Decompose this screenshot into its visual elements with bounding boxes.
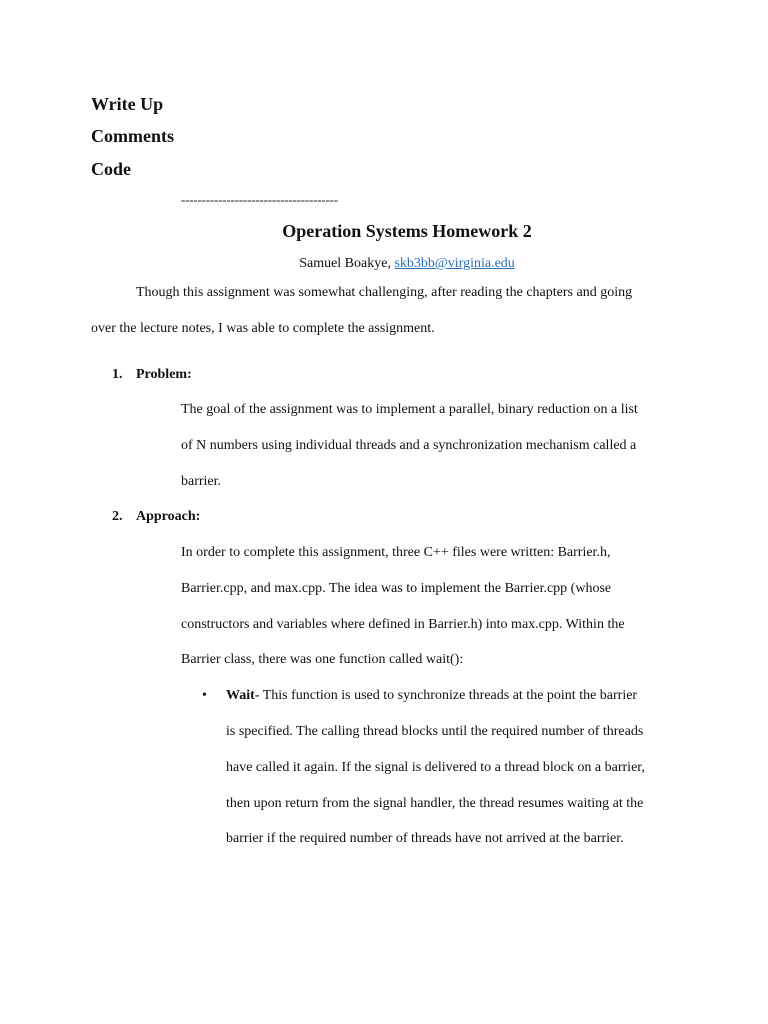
bullet-wait-line-2: is specified. The calling thread blocks until the required number of threads	[226, 724, 644, 739]
author-email-link[interactable]: skb3bb@virginia.edu	[394, 256, 515, 271]
section-2-number: 2.	[112, 509, 123, 524]
toc-write-up[interactable]: Write Up	[91, 94, 164, 114]
toc-comments[interactable]: Comments	[91, 126, 174, 146]
section-1-line-3: barrier.	[181, 474, 222, 489]
section-2-line-3: constructors and variables where defined in Barrier.h) into max.cpp. Within the	[181, 617, 625, 632]
bullet-wait-line-3: have called it again. If the signal is delivered to a thread block on a barrier,	[226, 760, 645, 775]
bullet-dot-icon: •	[202, 688, 207, 703]
bullet-wait-line-5: barrier if the required number of threads have not arrived at the barrier.	[226, 831, 624, 846]
section-1-line-2: of N numbers using individual threads and a synchronization mechanism called a	[181, 438, 637, 453]
section-1-number: 1.	[112, 367, 123, 382]
intro-line-2: over the lecture notes, I was able to complete the assignment.	[91, 321, 435, 336]
section-2-line-2: Barrier.cpp, and max.cpp. The idea was to implement the Barrier.cpp (whose	[181, 581, 612, 596]
section-2-line-4: Barrier class, there was one function called wait():	[181, 652, 464, 667]
dashed-divider: --------------------------------------	[181, 192, 338, 207]
section-2-heading: Approach:	[136, 509, 201, 524]
toc-code[interactable]: Code	[91, 159, 131, 179]
section-1-line-1: The goal of the assignment was to implement a parallel, binary reduction on a list	[181, 402, 638, 417]
bullet-wait-term: Wait-	[226, 688, 260, 703]
section-2-line-1: In order to complete this assignment, three C++ files were written: Barrier.h,	[181, 545, 611, 560]
bullet-wait-first-line-text: This function is used to synchronize threads at the point the barrier	[259, 688, 638, 703]
author-name: Samuel Boakye,	[299, 256, 391, 271]
bullet-wait-line-4: then upon return from the signal handler, the thread resumes waiting at the	[226, 796, 644, 811]
author-line	[0, 255, 768, 273]
intro-line-1: Though this assignment was somewhat challenging, after reading the chapters and going	[136, 285, 633, 300]
document-title: Operation Systems Homework 2	[282, 221, 532, 241]
bullet-wait-line-1	[226, 687, 637, 705]
section-1-heading: Problem:	[136, 367, 192, 382]
